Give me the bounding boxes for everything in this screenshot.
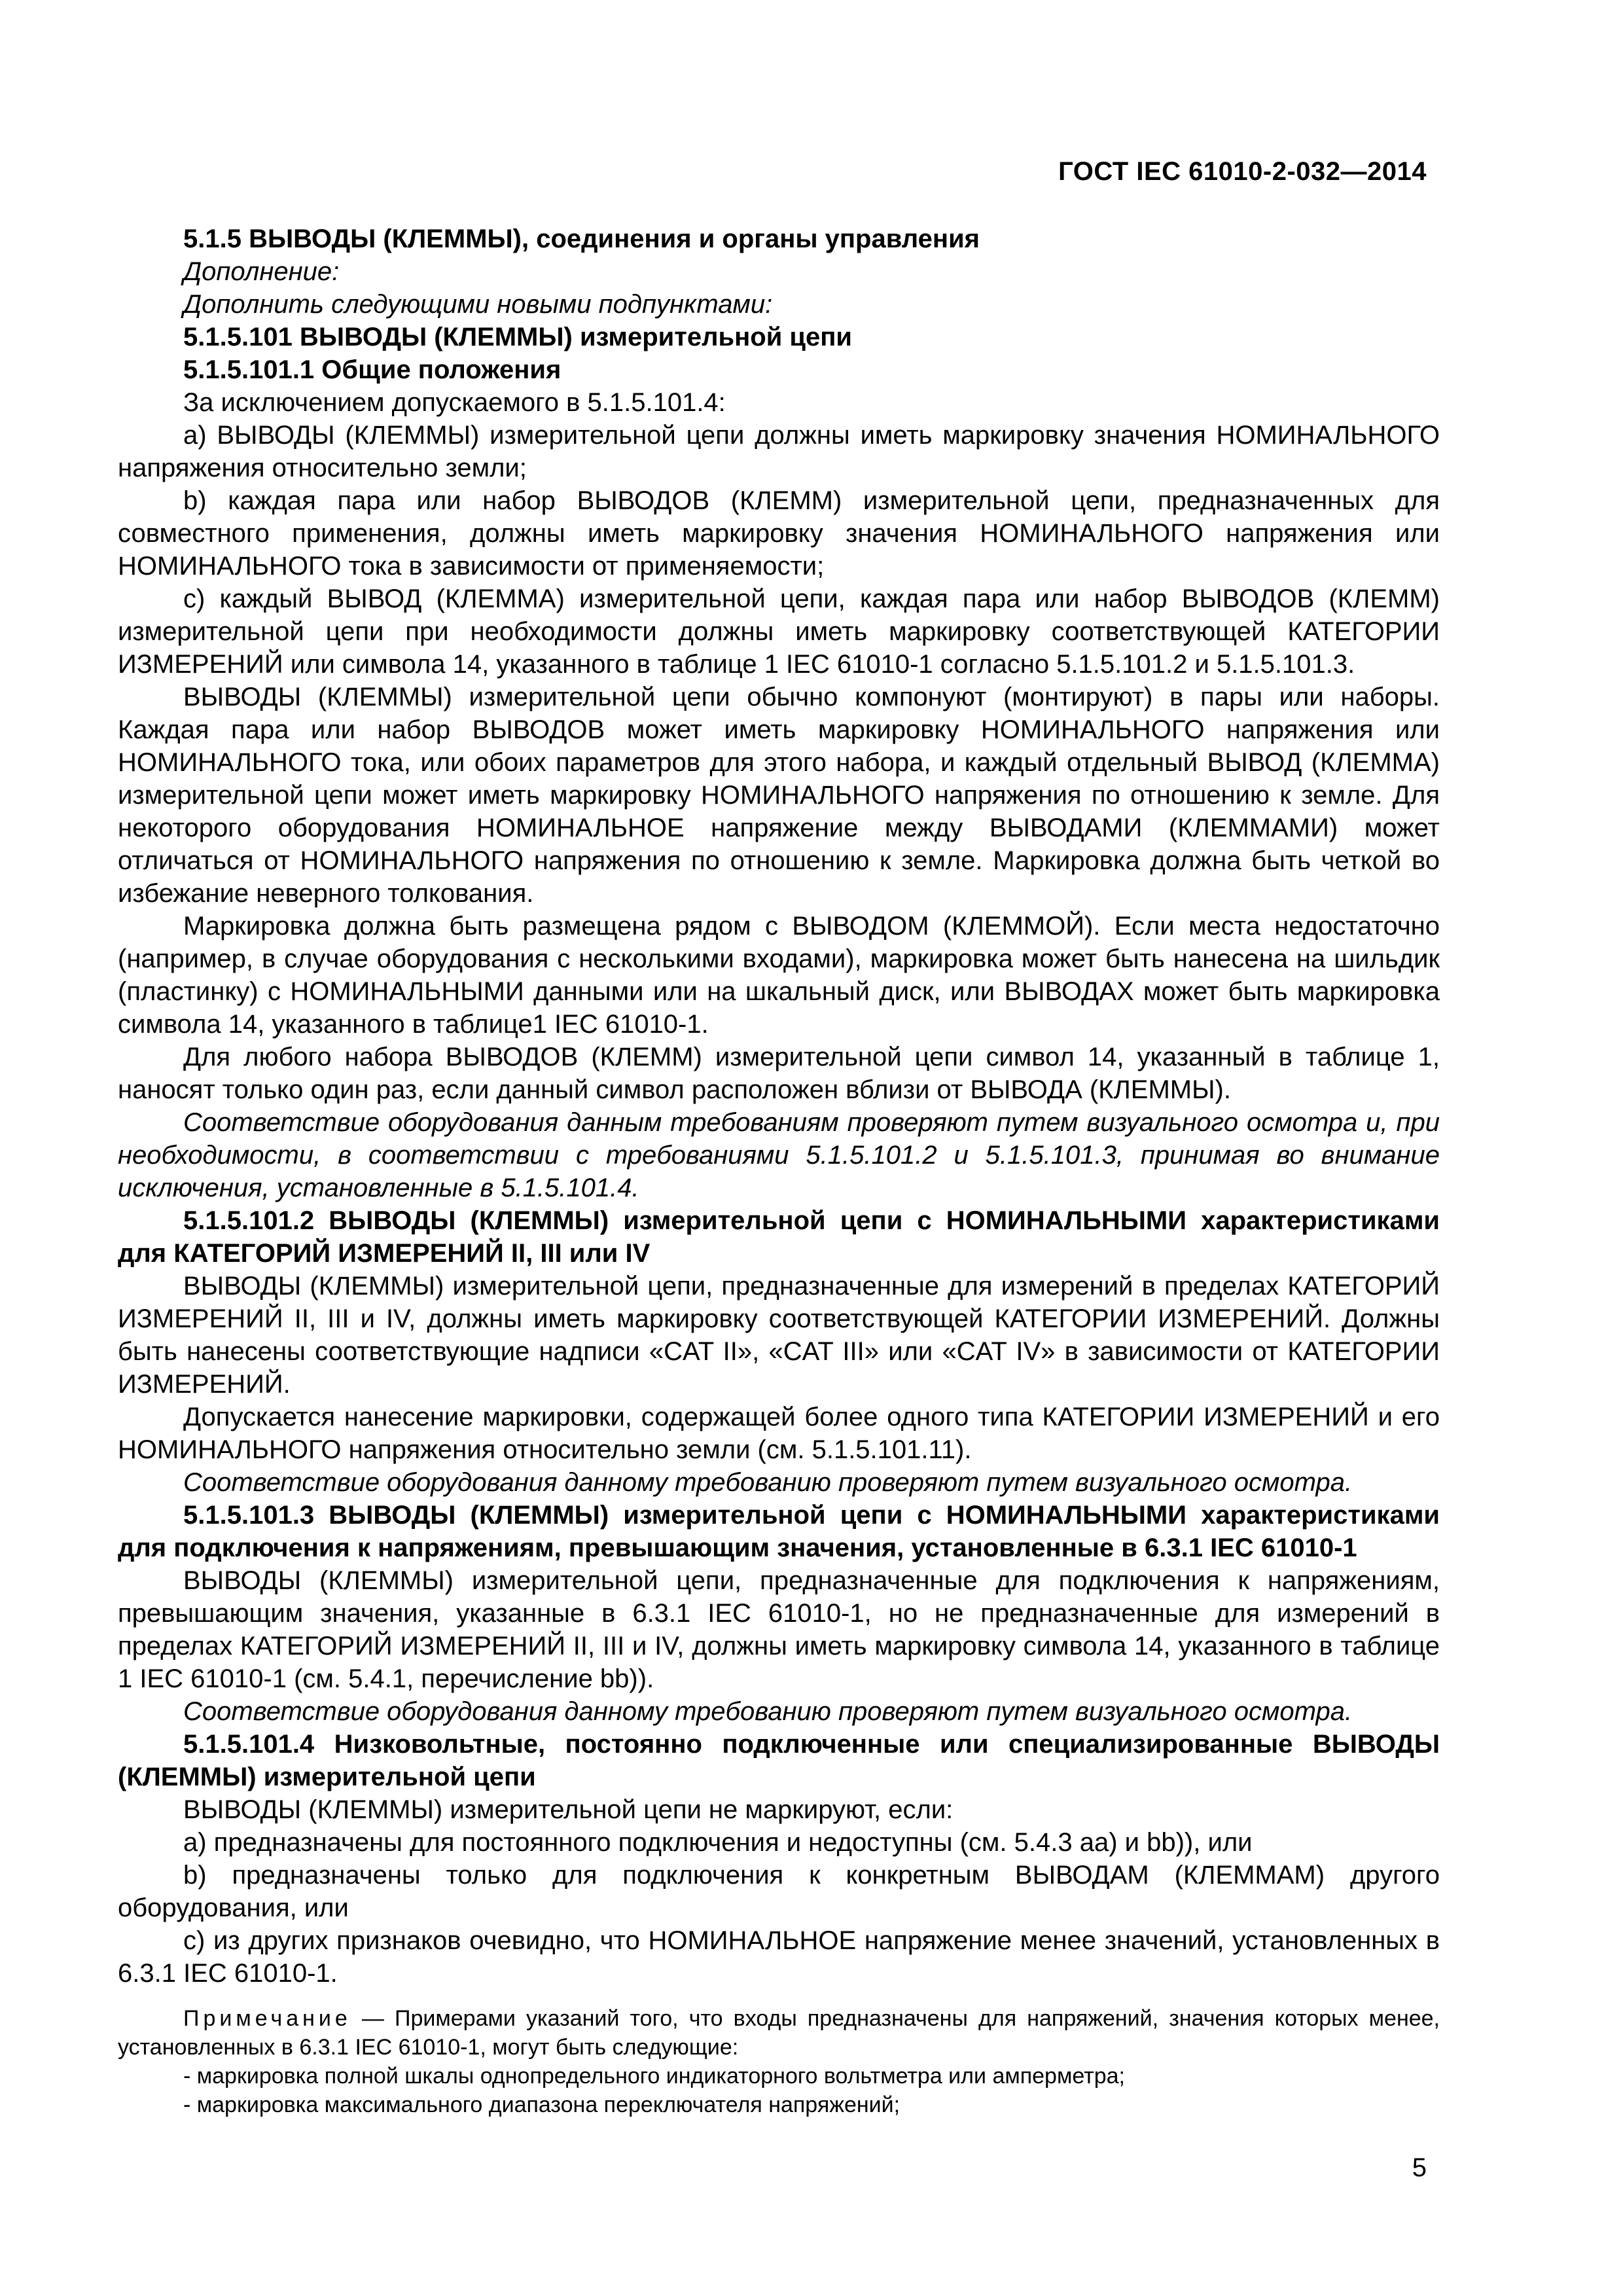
- list-item-c: c) каждый ВЫВОД (КЛЕММА) измерительной цепи, каждая пара или набор ВЫВОДОВ (КЛЕММ) измерительной цепи при необходимости должны иметь маркировку соответствующей КАТЕГОРИИ ИЗМЕРЕНИЙ или символа 14, указанного в таблице 1 IEC 61010-1 согласно 5.1.5.101.2 и 5.1.5.101.3.: [118, 584, 1440, 679]
- paragraph: Маркировка должна быть размещена рядом с ВЫВОДОМ (КЛЕММОЙ). Если места недостаточно (например, в случае оборудования с несколькими входами), маркировка может быть нанесена на шильдик (пластинку) с НОМИНАЛЬНЫМИ данными или на шкальный диск, или ВЫВОДАХ может быть маркировка символа 14, указанного в таблице1 IEC 61010-1.: [118, 912, 1440, 1039]
- paragraph: За исключением допускаемого в 5.1.5.101.4:: [183, 388, 726, 417]
- section-heading-5-1-5-101-3: 5.1.5.101.3 ВЫВОДЫ (КЛЕММЫ) измерительной цепи с НОМИНАЛЬНЫМИ характеристиками для подключения к напряжениям, превышающим значения, установленные в 6.3.1 IEC 61010-1: [118, 1501, 1440, 1562]
- paragraph: ВЫВОДЫ (КЛЕММЫ) измерительной цепи, предназначенные для измерений в пределах КАТЕГОРИЙ ИЗМЕРЕНИЙ II, III и IV, должны иметь маркировку соответствующей КАТЕГОРИИ ИЗМЕРЕНИЙ. Должны быть нанесены соответствующие надписи «CAT II», «CAT III» или «CAT IV» в зависимости от КАТЕГОРИИ ИЗМЕРЕНИЙ.: [118, 1272, 1440, 1399]
- list-item-a: a) предназначены для постоянного подключения и недоступны (см. 5.4.3 aa) и bb)), или: [183, 1828, 1253, 1857]
- standard-header: ГОСТ IEC 61010-2-032—2014: [1058, 157, 1427, 186]
- section-heading-5-1-5: 5.1.5 ВЫВОДЫ (КЛЕММЫ), соединения и органы управления: [183, 224, 980, 253]
- note-text: — Примерами указаний того, что входы предназначены для напряжений, значения которых менее, установленных в 6.3.1 IEC 61010-1, могут быть следующие:: [118, 2006, 1440, 2060]
- note-list-item: - маркировка максимального диапазона переключателя напряжений;: [183, 2092, 901, 2117]
- paragraph: Для любого набора ВЫВОДОВ (КЛЕММ) измерительной цепи символ 14, указанный в таблице 1, наносят только один раз, если данный символ расположен вблизи от ВЫВОДА (КЛЕММЫ).: [118, 1043, 1440, 1104]
- list-item-b: b) предназначены только для подключения к конкретным ВЫВОДАМ (КЛЕММАМ) другого оборудования, или: [118, 1861, 1440, 1922]
- section-heading-5-1-5-101-4: 5.1.5.101.4 Низковольтные, постоянно подключенные или специализированные ВЫВОДЫ (КЛЕММЫ) измерительной цепи: [118, 1730, 1440, 1791]
- paragraph: Допускается нанесение маркировки, содержащей более одного типа КАТЕГОРИИ ИЗМЕРЕНИЙ и его НОМИНАЛЬНОГО напряжения относительно земли (см. 5.1.5.101.11).: [118, 1403, 1440, 1464]
- compliance-paragraph: Соответствие оборудования данным требованиям проверяют путем визуального осмотра и, при необходимости, в соответствии с требованиями 5.1.5.101.2 и 5.1.5.101.3, принимая во внимание исключения, установленные в 5.1.5.101.4.: [118, 1108, 1440, 1202]
- page-number: 5: [1412, 2153, 1427, 2182]
- paragraph: ВЫВОДЫ (КЛЕММЫ) измерительной цепи не маркируют, если:: [183, 1795, 954, 1824]
- list-item-b: b) каждая пара или набор ВЫВОДОВ (КЛЕММ) измерительной цепи, предназначенных для совместного применения, должны иметь маркировку значения НОМИНАЛЬНОГО напряжения или НОМИНАЛЬНОГО тока в зависимости от применяемости;: [118, 486, 1440, 581]
- list-item-a: a) ВЫВОДЫ (КЛЕММЫ) измерительной цепи должны иметь маркировку значения НОМИНАЛЬНОГО напряжения относительно земли;: [118, 421, 1440, 482]
- note-label: Примечание: [183, 2006, 351, 2031]
- list-item-c: c) из других признаков очевидно, что НОМИНАЛЬНОЕ напряжение менее значений, установленных в 6.3.1 IEC 61010-1.: [118, 1926, 1440, 1988]
- note-block: [118, 2004, 1440, 2119]
- section-heading-5-1-5-101-1: 5.1.5.101.1 Общие положения: [183, 355, 562, 384]
- compliance-paragraph: Соответствие оборудования данному требованию проверяют путем визуального осмотра.: [183, 1697, 1353, 1726]
- paragraph: ВЫВОДЫ (КЛЕММЫ) измерительной цепи обычно компонуют (монтируют) в пары или наборы. Каждая пара или набор ВЫВОДОВ может иметь маркировку НОМИНАЛЬНОГО напряжения или НОМИНАЛЬНОГО тока, или обоих параметров для этого набора, и каждый отдельный ВЫВОД (КЛЕММА) измерительной цепи может иметь маркировку НОМИНАЛЬНОГО напряжения по отношению к земле. Для некоторого оборудования НОМИНАЛЬНОЕ напряжение между ВЫВОДАМИ (КЛЕММАМИ) может отличаться от НОМИНАЛЬНОГО напряжения по отношению к земле. Маркировка должна быть четкой во избежание неверного толкования.: [118, 683, 1440, 908]
- document-body: [118, 223, 1440, 2119]
- note-list-item: - маркировка полной шкалы однопредельного индикаторного вольтметра или амперметра;: [183, 2064, 1125, 2089]
- addition-instruction: Дополнить следующими новыми подпунктами:: [183, 290, 773, 319]
- paragraph: ВЫВОДЫ (КЛЕММЫ) измерительной цепи, предназначенные для подключения к напряжениям, превышающим значения, указанные в 6.3.1 IEC 61010-1, но не предназначенные для измерений в пределах КАТЕГОРИЙ ИЗМЕРЕНИЙ II, III и IV, должны иметь маркировку символа 14, указанного в таблице 1 IEC 61010-1 (см. 5.4.1, перечисление bb)).: [118, 1566, 1440, 1693]
- note-paragraph: [118, 2004, 1440, 2062]
- section-heading-5-1-5-101: 5.1.5.101 ВЫВОДЫ (КЛЕММЫ) измерительной цепи: [183, 323, 852, 351]
- compliance-paragraph: Соответствие оборудования данному требованию проверяют путем визуального осмотра.: [183, 1468, 1353, 1497]
- section-heading-5-1-5-101-2: 5.1.5.101.2 ВЫВОДЫ (КЛЕММЫ) измерительной цепи с НОМИНАЛЬНЫМИ характеристиками для КАТЕГОРИЙ ИЗМЕРЕНИЙ II, III или IV: [118, 1206, 1440, 1268]
- addition-label: Дополнение:: [183, 257, 340, 286]
